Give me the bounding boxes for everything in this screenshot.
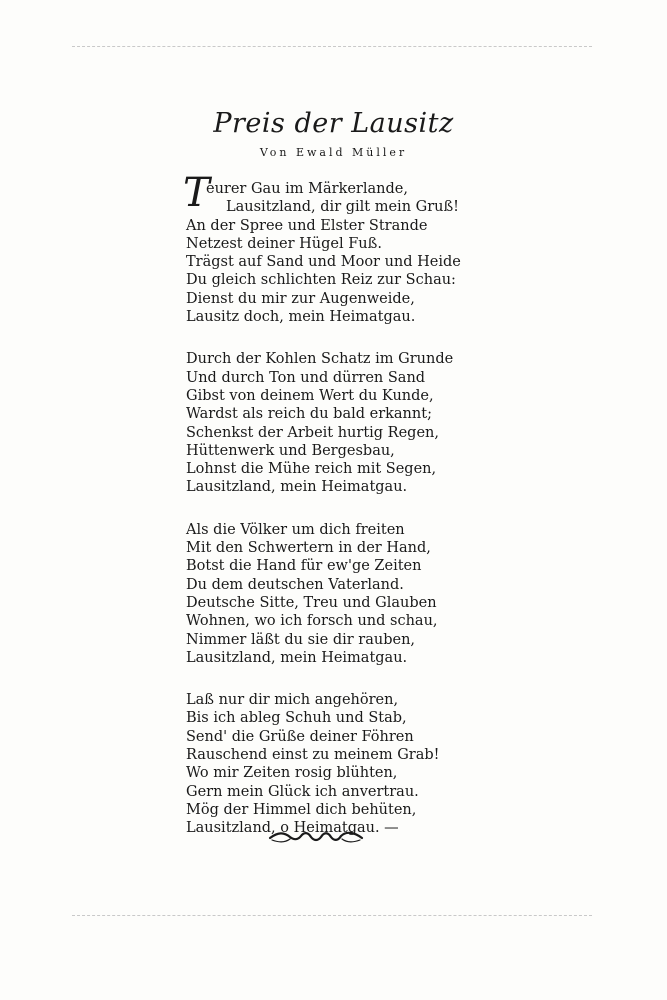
poem-line: Schenkst der Arbeit hurtig Regen,	[186, 424, 439, 441]
poem-line: Trägst auf Sand und Moor und Heide	[186, 254, 461, 271]
poem-line: Mit den Schwertern in der Hand,	[186, 540, 431, 557]
poem-line: Deutsche Sitte, Treu und Glauben	[186, 594, 437, 611]
poem-line: Laß nur dir mich angehören,	[186, 692, 399, 709]
poem-line: Hüttenwerk und Bergesbau,	[186, 442, 395, 459]
stanza-1	[183, 170, 526, 326]
poem-line: eurer Gau im Märkerlande,	[206, 181, 408, 197]
poem-line: Lausitzland, o Heimatgau. —	[186, 820, 399, 837]
stanza-3	[186, 521, 526, 667]
stanza-4	[186, 691, 526, 837]
poem-line: Lausitz doch, mein Heimatgau.	[186, 309, 416, 326]
poem-line: Bis ich ableg Schuh und Stab,	[186, 710, 407, 727]
flourish-ornament-icon	[266, 826, 366, 848]
poem-line: Lausitzland, mein Heimatgau.	[186, 479, 408, 496]
poem-byline: Von Ewald Müller	[259, 146, 408, 159]
opening-line-group	[183, 170, 526, 217]
poem-line: Gern mein Glück ich anvertrau.	[186, 783, 419, 800]
poem-line: Wo mir Zeiten rosig blühten,	[186, 765, 398, 782]
poem-line: Dienst du mir zur Augenweide,	[186, 290, 415, 307]
poem-line: Rauschend einst zu meinem Grab!	[186, 747, 440, 764]
poem-line: Nimmer läßt du sie dir rauben,	[186, 631, 416, 648]
drop-cap: T	[183, 170, 210, 216]
poem-line: Wardst als reich du bald erkannt;	[186, 406, 432, 423]
poem-line: Send' die Grüße deiner Föhren	[186, 728, 414, 745]
poem-line: Botst die Hand für ew'ge Zeiten	[186, 558, 422, 575]
poem-line: Durch der Kohlen Schatz im Grunde	[186, 351, 454, 368]
poem-line: Lausitzland, dir gilt mein Gruß!	[226, 199, 460, 216]
poem-line: Und durch Ton und dürren Sand	[186, 369, 426, 386]
poem-line: Mög der Himmel dich behüten,	[186, 801, 417, 818]
poem-line: Du gleich schlichten Reiz zur Schau:	[186, 272, 456, 289]
poem-line: Als die Völker um dich freiten	[186, 521, 405, 538]
poem-line: Wohnen, wo ich forsch und schau,	[186, 613, 438, 630]
bottom-rule	[72, 915, 592, 916]
poem-body	[183, 170, 526, 862]
poem-line: Du dem deutschen Vaterland.	[186, 576, 404, 593]
poem-line: Netzest deiner Hügel Fuß.	[186, 235, 382, 252]
poem-line: Lohnst die Mühe reich mit Segen,	[186, 461, 437, 478]
poem-line: An der Spree und Elster Strande	[186, 217, 428, 234]
stanza-2	[186, 350, 526, 496]
top-rule	[72, 46, 592, 47]
poem-line: Gibst von deinem Wert du Kunde,	[186, 387, 434, 404]
poem-title: Preis der Lausitz	[213, 108, 454, 139]
poem-line: Lausitzland, mein Heimatgau.	[186, 649, 408, 666]
